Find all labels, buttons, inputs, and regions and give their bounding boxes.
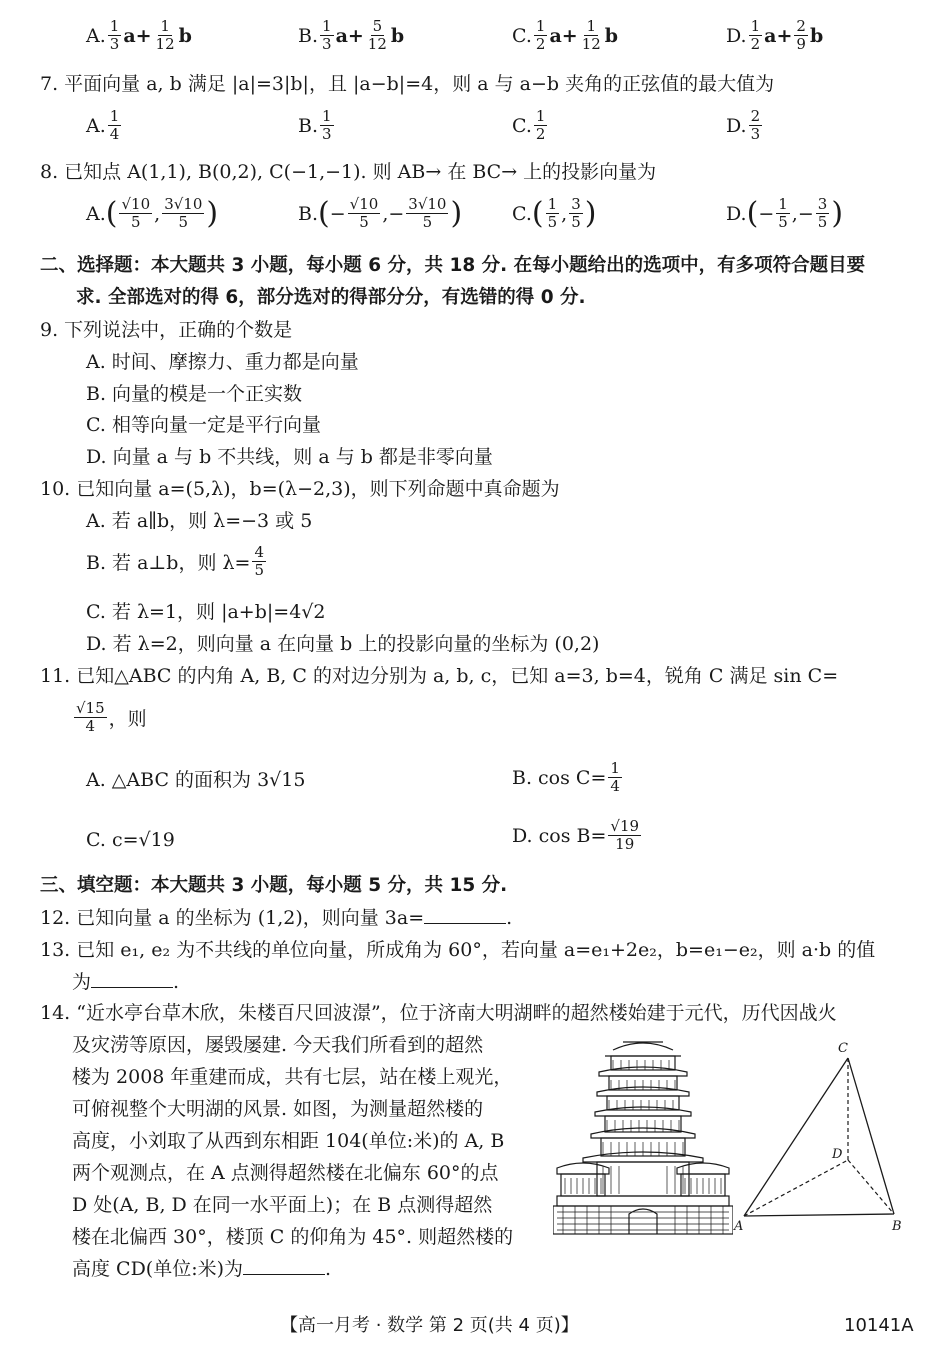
q7-option-b: B. $\frac{1}{3}$ [298, 107, 332, 143]
q9-option-c: C. 相等向量一定是平行向量 [86, 414, 321, 436]
q7-option-d: D. $\frac{2}{3}$ [726, 107, 761, 143]
q14-line1: 14. “近水亭台草木欣，朱楼百尺回波澋”，位于济南大明湖畔的超然楼始建于元代，历代因战火 [40, 1002, 837, 1024]
q7-option-c: C. $\frac{1}{2}$ [512, 107, 546, 143]
q12: 12. 已知向量 a 的坐标为 (1,2)，则向量 3a= . [40, 907, 513, 929]
q8-option-c: C. ( $\frac{1}{5}$ , $\frac{3}{5}$ ) [512, 195, 597, 231]
q7-option-a: A. $\frac{1}{4}$ [86, 107, 120, 143]
q11-option-c: C. c=√19 [86, 829, 175, 851]
q14-line4: 可俯视整个大明湖的风景. 如图，为测量超然楼的 [72, 1098, 484, 1120]
q11-option-d: D. cos B= $\frac{√19}{19}$ [512, 817, 640, 853]
q14-line2: 及灾涝等原因，屡毁屡建. 今天我们所看到的超然 [72, 1034, 484, 1056]
q8-option-b: B. ( − $\frac{√10}{5}$ ,− $\frac{3√10}{5}$ ) [298, 195, 463, 231]
label-a: A [734, 1219, 744, 1234]
q6-option-b: B. $\frac{1}{3}$ a+ $\frac{5}{12}$ b [298, 17, 405, 53]
q6-option-d: D. $\frac{1}{2}$ a+ $\frac{2}{9}$ b [726, 17, 824, 53]
q8-option-a: A. ( $\frac{√10}{5}$ , $\frac{3√10}{5}$ ) [86, 195, 219, 231]
page-footer-code: 10141A [844, 1315, 914, 1336]
q10-option-c: C. 若 λ=1，则 |a+b|=4√2 [86, 601, 326, 623]
q14-line9: 高度 CD(单位:米)为 . [72, 1258, 332, 1280]
q14-line3: 楼为 2008 年重建而成，共有七层，站在楼上观光， [72, 1066, 513, 1088]
edge-ad [744, 1160, 848, 1216]
q14-line8: 楼在北偏西 30°，楼顶 C 的仰角为 45°. 则超然楼的 [72, 1226, 514, 1248]
label-d: D [832, 1147, 843, 1162]
q11-stem-continued: $\frac{√15}{4}$ ，则 [76, 699, 147, 735]
label-b: B [892, 1219, 902, 1234]
q11-stem: 11. 已知△ABC 的内角 A, B, C 的对边分别为 a, b, c，已知 a=3, b=4，锐角 C 满足 sin C= [40, 665, 839, 687]
q7-stem: 7. 平面向量 a, b 满足 |a|=3|b|，且 |a−b|=4，则 a 与 a−b 夹角的正弦值的最大值为 [40, 73, 775, 95]
edge-ab [744, 1214, 894, 1216]
q9-option-b: B. 向量的模是一个正实数 [86, 383, 303, 405]
tetrahedron-diagram [730, 1034, 910, 1234]
q14-line7: D 处(A, B, D 在同一水平面上)；在 B 点测得超然 [72, 1194, 493, 1216]
edge-ac [744, 1058, 848, 1216]
q14-answer-blank[interactable] [243, 1256, 325, 1275]
q10-stem: 10. 已知向量 a=(5,λ)，b=(λ−2,3)，则下列命题中真命题为 [40, 478, 560, 500]
section-3-heading: 三、填空题：本大题共 3 小题，每小题 5 分，共 15 分. [40, 875, 508, 896]
q9-option-a: A. 时间、摩擦力、重力都是向量 [86, 351, 359, 373]
edge-cb [848, 1058, 894, 1214]
chaoran-tower-illustration [553, 1034, 733, 1236]
q11-option-a: A. △ABC 的面积为 3√15 [86, 769, 306, 791]
q13-answer-blank[interactable] [91, 969, 173, 988]
q12-answer-blank[interactable] [424, 905, 506, 924]
q13-line1: 13. 已知 e₁, e₂ 为不共线的单位向量，所成角为 60°，若向量 a=e₁+2e₂，b=e₁−e₂，则 a·b 的值 [40, 939, 876, 961]
q6-option-a: A. $\frac{1}{3}$ a+ $\frac{1}{12}$ b [86, 17, 192, 53]
q8-option-d: D. ( − $\frac{1}{5}$ ,− $\frac{3}{5}$ ) [726, 195, 844, 231]
q6-option-c: C. $\frac{1}{2}$ a+ $\frac{1}{12}$ b [512, 17, 619, 53]
q9-option-d: D. 向量 a 与 b 不共线，则 a 与 b 都是非零向量 [86, 446, 493, 468]
q10-option-a: A. 若 a∥b，则 λ=−3 或 5 [86, 510, 313, 532]
edge-db [848, 1160, 894, 1214]
q13-line2: 为 . [72, 971, 180, 993]
q14-line5: 高度，小刘取了从西到东相距 104(单位:米)的 A, B [72, 1130, 505, 1152]
q8-stem: 8. 已知点 A(1,1), B(0,2), C(−1,−1). 则 AB→ 在 BC→ 上的投影向量为 [40, 161, 657, 183]
section-2-instructions: 求. 全部选对的得 6，部分选对的得部分分，有选错的得 0 分. [76, 287, 586, 308]
q10-option-d: D. 若 λ=2，则向量 a 在向量 b 上的投影向量的坐标为 (0,2) [86, 633, 600, 655]
section-2-heading: 二、选择题：本大题共 3 小题，每小题 6 分，共 18 分. 在每小题给出的选项中，有多项符合题目要 [40, 255, 866, 276]
q11-option-b: B. cos C= $\frac{1}{4}$ [512, 759, 620, 795]
page-footer-title: 【高一月考 · 数学 第 2 页(共 4 页)】 [280, 1315, 579, 1336]
q10-option-b: B. 若 a⊥b，则 λ= $\frac{4}{5}$ [86, 543, 264, 579]
label-c: C [838, 1041, 848, 1056]
q9-stem: 9. 下列说法中，正确的个数是 [40, 319, 293, 341]
q14-line6: 两个观测点，在 A 点测得超然楼在北偏东 60°的点 [72, 1162, 499, 1184]
